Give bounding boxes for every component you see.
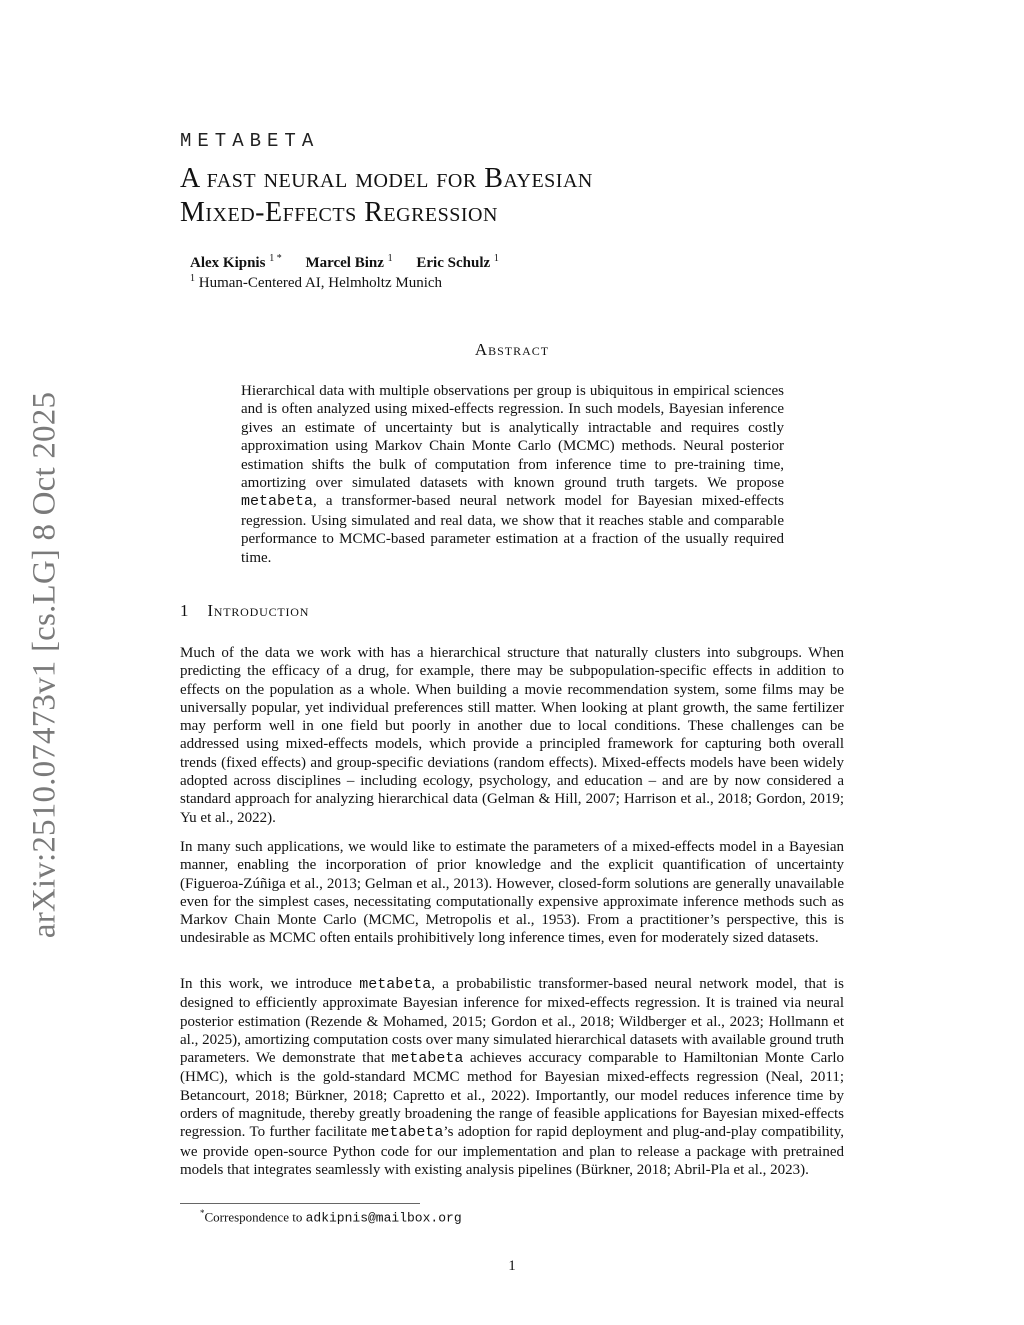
- model-name-code: metabeta: [241, 493, 314, 511]
- section-heading-introduction: [180, 601, 309, 621]
- arxiv-identifier: arXiv:2510.07473v1 [cs.LG] 8 Oct 2025: [26, 391, 63, 939]
- model-name-code: metabeta: [391, 1050, 464, 1068]
- abstract-body: Hierarchical data with multiple observations per group is ubiquitous in empirical sciences and is often analyzed using mixed-effects regression. In such models, Bayesian inference gives an estimate of uncertainty but is analytically intractable and requires costly approximation using Markov Chain Monte Carlo (MCMC) methods. Neural posterior estimation shifts the bulk of computation from inference time to pre-training time, amortizing over simulated datasets with known ground truth targets. We propose metabeta, a transformer-based neural network model for Bayesian mixed-effects regression. Using simulated and real data, we show that it reaches stable and comparable performance to MCMC-based parameter estimation at a fraction of the usually required time.: [241, 383, 784, 566]
- section-title: Introduction: [207, 601, 310, 620]
- footnote-mark: *: [200, 1208, 205, 1218]
- intro-paragraph-2: In many such applications, we would like to estimate the parameters of a mixed-effects model in a Bayesian manner, enabling the incorporation of prior knowledge and the explicit quantification of uncertainty (Figueroa-Zúñiga et al., 2013; Gelman et al., 2013). However, closed-form solutions are generally unavailable even for the simplest cases, necessitating computationally expensive approximate inference methods such as Markov Chain Monte Carlo (MCMC, Metropolis et al., 1953). From a practitioner’s perspective, this is undesirable as MCMC often entails prohibitively long inference times, even for moderately sized datasets.: [180, 839, 844, 947]
- affiliation-text: Human-Centered AI, Helmholtz Munich: [198, 275, 443, 291]
- footnote: [200, 1208, 462, 1225]
- model-name-code: metabeta: [359, 976, 432, 993]
- footnote-text: Correspondence to: [204, 1209, 306, 1225]
- author-list: [190, 253, 519, 272]
- affiliation-mark: 1: [190, 273, 195, 284]
- page-number: 1: [508, 1258, 516, 1274]
- author-2: Marcel Binz $^1$: [305, 253, 393, 271]
- arxiv-stamp: [20, 380, 70, 950]
- short-title: METABETA: [180, 130, 320, 152]
- intro-paragraph-3: In this work, we introduce metabeta, a probabilistic transformer-based neural network model, that is designed to efficiently approximate Bayesian inference for mixed-effects regression. It is trained via neural posterior estimation (Rezende & Mohamed, 2015; Gordon et al., 2018; Wildberger et al., 2023; Hollmann et al., 2025), amortizing computation costs over many simulated hierarchical datasets with available ground truth parameters. We demonstrate that metabeta achieves accuracy comparable to Hamiltonian Monte Carlo (HMC), which is the gold-standard MCMC method for Bayesian mixed-effects regression (Neal, 2011; Betancourt, 2018; Bürkner, 2018; Capretto et al., 2022). Importantly, our model reduces inference time by orders of magnitude, thereby greatly broadening the range of feasible applications for Bayesian mixed-effects regression. To further facilitate metabeta’s adoption for rapid deployment and plug-and-play compatibility, we provide open-source Python code for our implementation and plan to release a package with pretrained models that integrates seamlessly with existing analysis pipelines (Bürkner, 2018; Abril-Pla et al., 2023).: [180, 976, 845, 1178]
- paper-header: [180, 130, 860, 230]
- footnote-divider: [180, 1203, 420, 1204]
- abstract-heading: Abstract: [474, 340, 550, 359]
- title-line-2: Mixed-Effects Regression: [180, 197, 498, 228]
- section-number: 1: [180, 601, 190, 620]
- intro-paragraph-1: Much of the data we work with has a hierarchical structure that naturally clusters into subgroups. When predicting the efficacy of a drug, for example, there may be subpopulation-specific effects in addition to effects on the population as a whole. When building a movie recommendation system, some films may be universally popular, yet individual preferences still matter. When looking at plant growth, the same fertilizer may perform well in one field but poorly in another due to local conditions. These challenges can be addressed using mixed-effects models, which provide a principled framework for capturing both overall trends (fixed effects) and group-specific deviations (random effects). Mixed-effects models have been widely adopted across disciplines – including ecology, psychology, and education – and are by now considered a standard approach for analyzing hierarchical data (Gelman & Hill, 2007; Harrison et al., 2018; Gordon, 2019; Yu et al., 2022).: [180, 645, 844, 826]
- correspondence-email[interactable]: adkipnis@mailbox.org: [305, 1210, 462, 1226]
- affiliation: [190, 273, 442, 292]
- title-line-1: A fast neural model for Bayesian: [180, 163, 593, 194]
- author-1: Alex Kipnis $^{1 *}$: [190, 253, 282, 271]
- model-name-code: metabeta: [371, 1124, 444, 1142]
- author-3: Eric Schulz $^1$: [416, 253, 499, 271]
- paper-title: [180, 162, 860, 230]
